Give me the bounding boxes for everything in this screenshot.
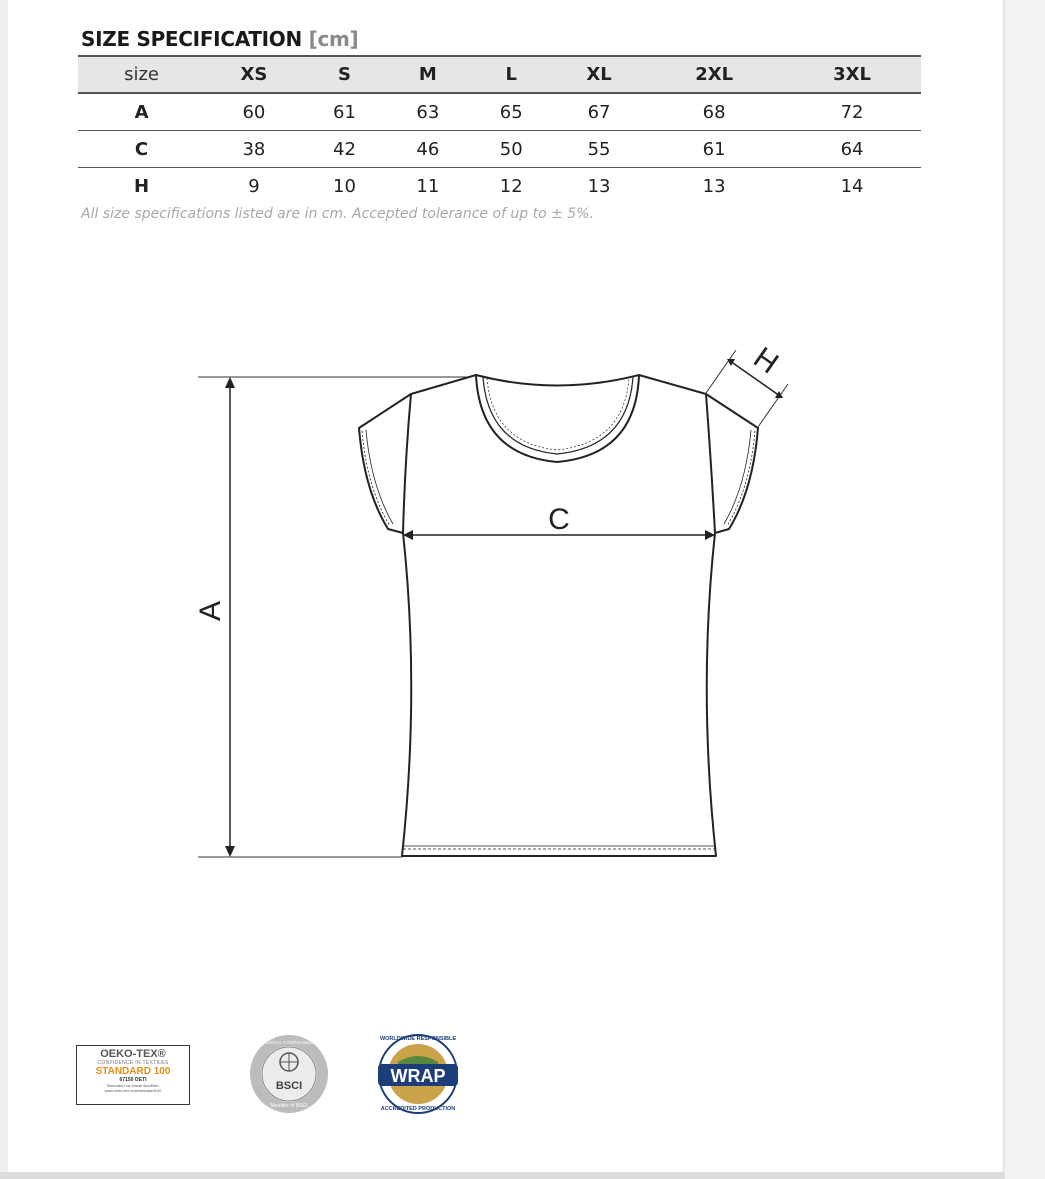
table-cell: 12 [499,175,523,197]
tshirt-outline [359,375,758,856]
table-cell: 14 [840,175,864,197]
table-cell: 65 [499,101,523,123]
oeko-tex-logo [76,1045,190,1105]
row-label: A [134,101,149,123]
table-cell: 64 [840,138,864,160]
row-label: C [134,138,149,160]
table-cell: 63 [416,101,440,123]
dimension-c-label: C [548,503,570,536]
oeko-tagline: CONFIDENCE IN TEXTILES [97,1060,169,1066]
bsci-logo [241,1035,336,1113]
table-cell: 61 [702,138,726,160]
table-cell: 42 [333,138,356,160]
size-header-cell: XL [553,56,645,93]
dimension-h-label: H [747,341,785,381]
table-cell: 72 [840,101,864,123]
size-header-cell: XS [205,56,303,93]
wrap-bottom-text: ACCREDITED PRODUCTION [380,1106,456,1112]
table-cell: 38 [242,138,266,160]
oeko-code: 67150 OETI [119,1077,147,1083]
bsci-member: Member of BSCI [270,1103,308,1109]
table-cell: 10 [333,175,356,197]
table-cell: 46 [416,138,440,160]
row-label: H [133,175,150,197]
size-header-cell: 3XL [783,56,921,93]
bsci-name: BSCI [275,1080,303,1092]
wrap-logo [378,1035,458,1113]
oeko-name: OEKO-TEX® [100,1048,166,1060]
table-cell: 13 [587,175,611,197]
table-cell: 67 [587,101,611,123]
size-header-cell: 2XL [645,56,783,93]
wrap-top-text: WORLDWIDE RESPONSIBLE [379,1036,457,1042]
title-unit: [cm] [308,27,359,51]
oeko-note1: Testováno na obsah škodlivin. [106,1083,160,1088]
size-header-cell: M [386,56,469,93]
table-cell: 11 [416,175,440,197]
title-text: SIZE SPECIFICATION [81,27,302,51]
table-cell: 61 [333,101,356,123]
size-header-cell: L [470,56,553,93]
wrap-name: WRAP [390,1066,446,1086]
size-header-label: size [78,56,205,93]
table-cell: 55 [587,138,611,160]
table-cell: 68 [702,101,726,123]
table-cell: 60 [242,101,266,123]
dimension-a-label: A [194,600,227,622]
oeko-standard: STANDARD 100 [95,1066,171,1077]
size-header-cell: S [303,56,386,93]
bsci-ring-text: BUSINESS SOCIAL COMPLIANCE INITIATIVE [241,1040,337,1045]
table-cell: 50 [499,138,523,160]
tolerance-note: All size specifications listed are in cm. Accepted tolerance of up to ± 5%. [81,206,594,222]
table-cell: 13 [702,175,726,197]
table-cell: 9 [248,175,260,197]
oeko-note2: www.oeko-tex.com/standard100 [104,1088,162,1093]
